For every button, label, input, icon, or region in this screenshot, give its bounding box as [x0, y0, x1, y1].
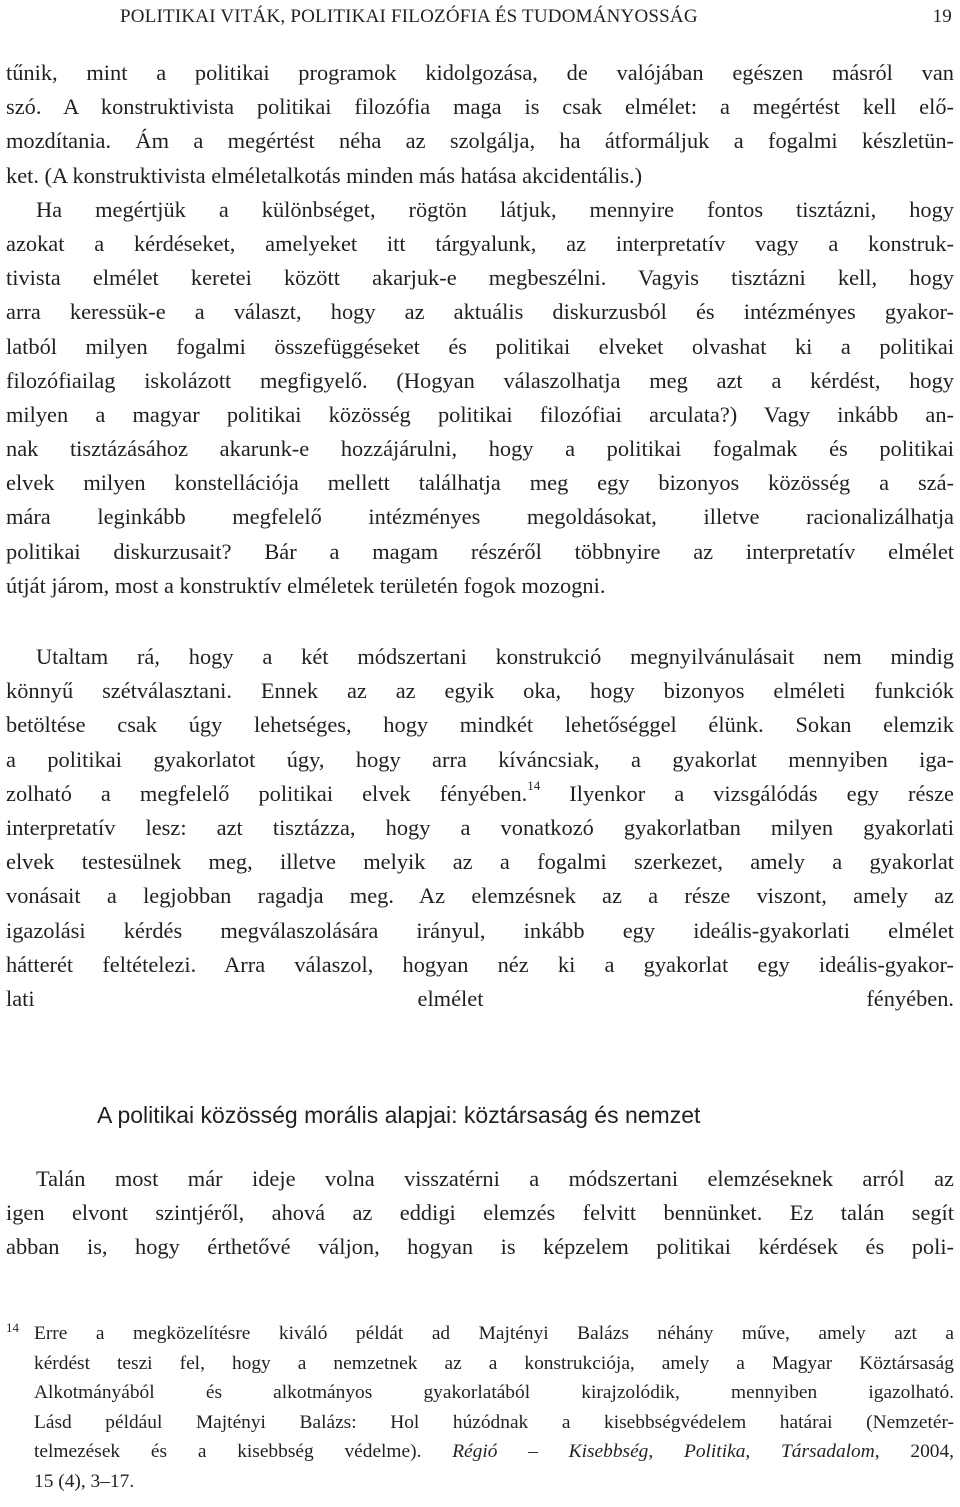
text-line: lati elmélet fényében.	[6, 985, 954, 1011]
text-line: útját járom, most a konstruktív elméletek területén fogok mozogni.	[6, 572, 606, 598]
footnote-line-citation	[34, 1437, 954, 1467]
footnote-line: Lásd például Majtényi Balázs: Hol húzódnak a kisebbségvédelem határai (Nemzetér-	[34, 1411, 954, 1433]
footnote-reference[interactable]: 14	[527, 778, 541, 794]
text-line: abban is, hogy érthetővé váljon, hogyan is képzelem politikai kérdések és poli-	[6, 1234, 954, 1260]
text-line: tűnik, mint a politikai programok kidolgozása, de valójában egészen másról van	[6, 60, 954, 85]
text-line: filozófiailag iskolázott megfigyelő. (Hogyan válaszolhatja meg azt a kérdést, hogy	[6, 367, 954, 393]
footnote-mark: 14	[6, 1320, 19, 1335]
text-line: mára leginkább megfelelő intézményes megoldásokat, illetve racionalizálhatja	[6, 504, 954, 530]
text-segment: telmezések és a kisebbség védelme).	[34, 1441, 453, 1462]
text-segment: Ilyenkor a vizsgálódás egy része	[540, 780, 954, 806]
text-line: igen elvont szintjéről, ahová az eddigi elemzés felvitt bennünket. Ez talán segít	[6, 1200, 954, 1226]
journal-title: Régió – Kisebbség, Politika, Társadalom	[452, 1441, 875, 1462]
text-line: azokat a kérdéseket, amelyeket itt tárgyalunk, az interpretatív vagy a konstruk-	[6, 230, 954, 256]
text-line: szó. A konstruktivista politikai filozófia maga is csak elmélet: a megértést kell elő-	[6, 94, 954, 120]
text-line: politikai diskurzusait? Bár a magam részéről többnyire az interpretatív elmélet	[6, 538, 954, 564]
text-line: vonásait a legjobban ragadja meg. Az elemzésnek az a része viszont, amely az	[6, 883, 954, 909]
text-line: elvek milyen konstellációja mellett találhatja meg egy bizonyos közösség a szá-	[6, 470, 954, 496]
paragraph-1	[6, 56, 954, 603]
text-segment: zolható a megfelelő politikai elvek fényében.	[6, 780, 528, 806]
paragraph-3	[6, 1162, 954, 1265]
footnote-body	[34, 1319, 954, 1496]
text-line: Utaltam rá, hogy a két módszertani konstrukció megnyilvánulásait nem mindig	[36, 644, 954, 669]
text-line: könnyű szétválasztani. Ennek az az egyik oka, hogy bizonyos elméleti funkciók	[6, 678, 954, 704]
footnote-line: Erre a megközelítésre kiváló példát ad Majtényi Balázs néhány műve, amely azt a	[34, 1323, 954, 1344]
text-line: Ha megértjük a különbséget, rögtön látjuk, mennyire fontos tisztázni, hogy	[36, 196, 954, 222]
page-number: 19	[932, 6, 952, 27]
text-line: interpretatív lesz: azt tisztázza, hogy a vonatkozó gyakorlatban milyen gyakorlati	[6, 814, 954, 840]
paragraph-2	[6, 640, 954, 1050]
text-line: hátterét feltételezi. Arra válaszol, hogyan néz ki a gyakorlat egy ideális-gyakor-	[6, 951, 954, 977]
text-line: igazolási kérdés megválaszolására irányul, inkább egy ideális-gyakorlati elmélet	[6, 917, 954, 943]
text-line	[6, 1016, 954, 1050]
text-line: betöltése csak úgy lehetséges, hogy mindkét lehetőséggel élünk. Sokan elemzik	[6, 712, 954, 738]
text-line: elvek testesülnek meg, illetve melyik az a fogalmi szerkezet, amely a gyakorlat	[6, 849, 954, 875]
footnote-line: Alkotmányából és alkotmányos gyakorlatából kirajzolódik, mennyiben igazolható.	[34, 1382, 954, 1403]
text-line: nak tisztázásához akarunk-e hozzájárulni, hogy a politikai fogalmak és politikai	[6, 436, 954, 462]
text-line: a politikai gyakorlatot úgy, hogy arra kíváncsiak, a gyakorlat mennyiben iga-	[6, 746, 954, 772]
text-line: latból milyen fogalmi összefüggéseket és politikai elveket olvashat ki a politikai	[6, 333, 954, 359]
text-line: arra keressük-e a választ, hogy az aktuális diskurzusból és intézményes gyakor-	[6, 299, 954, 325]
footnote-line: kérdést teszi fel, hogy a nemzetnek az a konstrukciója, amely a Magyar Köztársaság	[34, 1352, 954, 1374]
text-segment: , 2004,	[874, 1441, 954, 1462]
text-line: milyen a magyar politikai közösség politikai filozófiai arculata?) Vagy inkább an-	[6, 401, 954, 427]
running-head-title: POLITIKAI VITÁK, POLITIKAI FILOZÓFIA ÉS TUDOMÁNYOSSÁG	[120, 6, 698, 27]
footnote-line: 15 (4), 3–17.	[34, 1470, 135, 1492]
section-heading: A politikai közösség morális alapjai: köztársaság és nemzet	[97, 1102, 701, 1128]
text-line: Talán most már ideje volna visszatérni a módszertani elemzéseknek arról az	[36, 1166, 954, 1191]
text-line-with-footnote	[6, 777, 954, 811]
text-line: mozdítania. Ám a megértést néha az szolgálja, ha átformáljuk a fogalmi készletün-	[6, 128, 954, 154]
text-line: ket. (A konstruktivista elméletalkotás minden más hatása akcidentális.)	[6, 162, 643, 188]
text-line: tivista elmélet keretei között akarjuk-e megbeszélni. Vagyis tisztázni kell, hogy	[6, 265, 954, 291]
